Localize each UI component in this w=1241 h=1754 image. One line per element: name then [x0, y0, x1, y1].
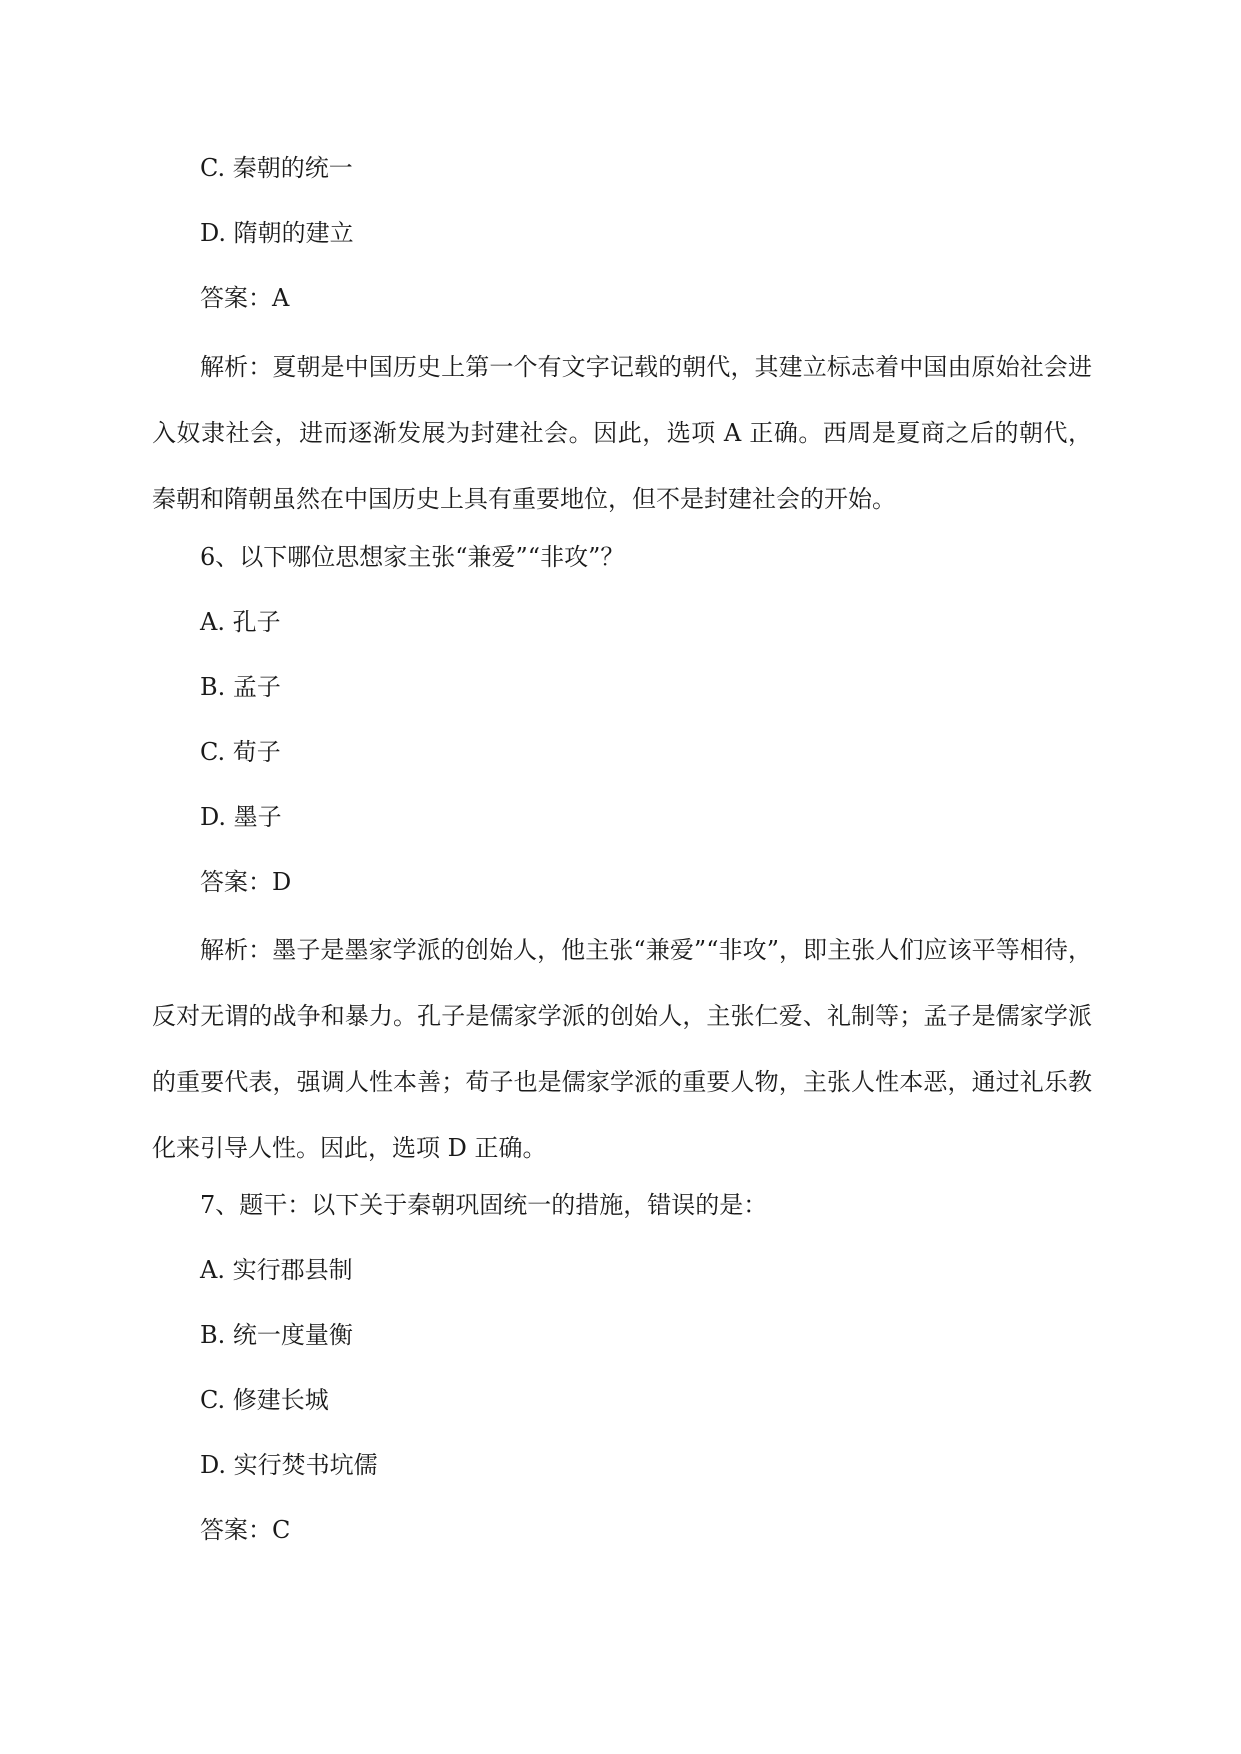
q6-answer: 答案：D — [200, 868, 292, 896]
q7-option-a: A. 实行郡县制 — [200, 1256, 353, 1284]
q6-option-a: A. 孔子 — [200, 608, 281, 636]
q6-option-b: B. 孟子 — [200, 673, 281, 701]
q5-option-d: D. 隋朝的建立 — [200, 219, 354, 247]
q6-option-d: D. 墨子 — [200, 803, 282, 831]
q7-option-c: C. 修建长城 — [200, 1386, 329, 1414]
q7-option-d: D. 实行焚书坑儒 — [200, 1451, 378, 1479]
q6-option-c: C. 荀子 — [200, 738, 281, 766]
q7-answer: 答案：C — [200, 1516, 291, 1544]
q7-option-b: B. 统一度量衡 — [200, 1321, 353, 1349]
q5-analysis: 解析：夏朝是中国历史上第一个有文字记载的朝代，其建立标志着中国由原始社会进入奴隶社会，进而逐渐发展为封建社会。因此，选项 A 正确。西周是夏商之后的朝代，秦朝和隋朝虽然在中国历史上具有重要地位，但不是封建社会的开始。 — [152, 353, 1092, 513]
q5-answer: 答案：A — [200, 284, 290, 312]
q7-question: 7、题干：以下关于秦朝巩固统一的措施，错误的是： — [200, 1191, 768, 1219]
q6-question: 6、以下哪位思想家主张“兼爱”“非攻”？ — [200, 543, 625, 571]
q5-option-c: C. 秦朝的统一 — [200, 154, 353, 182]
q6-analysis: 解析：墨子是墨家学派的创始人，他主张“兼爱”“非攻”，即主张人们应该平等相待，反对无谓的战争和暴力。孔子是儒家学派的创始人，主张仁爱、礼制等；孟子是儒家学派的重要代表，强调人性本善；荀子也是儒家学派的重要人物，主张人性本恶，通过礼乐教化来引导人性。因此，选项 D 正确。 — [152, 936, 1092, 1162]
